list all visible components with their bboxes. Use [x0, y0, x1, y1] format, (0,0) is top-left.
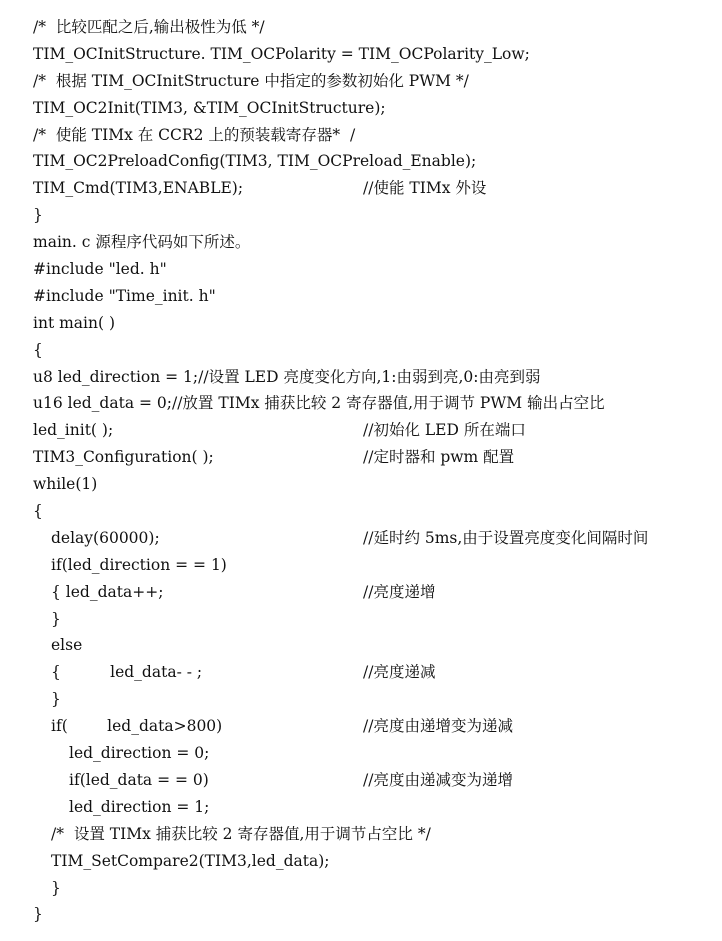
- code-line: [33, 122, 718, 149]
- code-text: /* 比较匹配之后,输出极性为低 */: [33, 18, 265, 36]
- code-text: u8 led_direction = 1;//设置 LED 亮度变化方向,1:由弱到亮,0:由亮到弱: [33, 367, 541, 386]
- code-line: [33, 202, 718, 229]
- code-line: [33, 848, 718, 875]
- code-line: [33, 794, 718, 821]
- code-line: [33, 821, 718, 848]
- code-text: /* 根据 TIM_OCInitStructure 中指定的参数初始化 PWM */: [33, 71, 469, 90]
- code-text: { led_data- - ;: [51, 663, 203, 682]
- code-line: [33, 364, 718, 391]
- code-line: [33, 875, 718, 902]
- code-text: #include "Time_init. h": [33, 286, 216, 305]
- code-text: {: [33, 340, 43, 359]
- code-text: main. c 源程序代码如下所述。: [33, 233, 251, 252]
- code-line: [33, 740, 718, 767]
- code-line: [33, 417, 718, 444]
- code-comment: //亮度由递减变为递增: [363, 770, 513, 789]
- code-line: [33, 659, 718, 686]
- code-line: [33, 686, 718, 713]
- code-line: [33, 41, 718, 68]
- code-text: }: [33, 206, 43, 225]
- code-text: }: [51, 878, 61, 897]
- code-text: {: [33, 502, 43, 521]
- code-line: [33, 95, 718, 122]
- code-text: { led_data++;: [51, 582, 164, 601]
- code-comment: //定时器和 pwm 配置: [363, 448, 515, 467]
- code-line: [33, 471, 718, 498]
- code-comment: //亮度递增: [363, 582, 436, 601]
- code-line: [33, 767, 718, 794]
- code-line: [33, 310, 718, 337]
- code-comment: //使能 TIMx 外设: [363, 179, 487, 198]
- code-text: #include "led. h": [33, 260, 167, 279]
- code-line: [33, 68, 718, 95]
- code-listing: [33, 14, 718, 928]
- code-text: }: [51, 690, 61, 709]
- code-line: [33, 283, 718, 310]
- code-text: u16 led_data = 0;//放置 TIMx 捕获比较 2 寄存器值,用于调节 PWM 输出占空比: [33, 394, 605, 413]
- code-text: TIM_OC2PreloadConfig(TIM3, TIM_OCPreload_Enable);: [33, 152, 477, 171]
- code-line: [33, 175, 718, 202]
- code-text: }: [51, 609, 61, 628]
- code-text: /* 设置 TIMx 捕获比较 2 寄存器值,用于调节占空比 */: [51, 824, 431, 843]
- code-text: else: [51, 636, 83, 655]
- code-text: TIM_SetCompare2(TIM3,led_data);: [51, 851, 330, 870]
- code-comment: //初始化 LED 所在端口: [363, 421, 526, 440]
- code-text: int main( ): [33, 313, 115, 332]
- code-text: /* 使能 TIMx 在 CCR2 上的预装载寄存器* /: [33, 125, 356, 144]
- code-line: [33, 632, 718, 659]
- code-line: [33, 256, 718, 283]
- code-line: [33, 901, 718, 928]
- code-line: [33, 525, 718, 552]
- code-text: while(1): [33, 475, 98, 494]
- code-text: TIM_OC2Init(TIM3, &TIM_OCInitStructure);: [33, 98, 386, 117]
- code-line: [33, 444, 718, 471]
- code-comment: //亮度递减: [363, 663, 436, 682]
- code-line: [33, 148, 718, 175]
- code-text: led_direction = 1;: [69, 797, 210, 816]
- code-line: [33, 579, 718, 606]
- code-line: [33, 498, 718, 525]
- code-line: [33, 390, 718, 417]
- code-line: [33, 229, 718, 256]
- code-comment: //亮度由递增变为递减: [363, 717, 513, 736]
- code-text: TIM3_Configuration( );: [33, 448, 214, 467]
- code-text: TIM_Cmd(TIM3,ENABLE);: [33, 179, 244, 198]
- code-text: led_direction = 0;: [69, 744, 210, 763]
- code-text: led_init( );: [33, 421, 114, 440]
- code-comment: //延时约 5ms,由于设置亮度变化间隔时间: [363, 528, 649, 547]
- code-text: delay(60000);: [51, 528, 160, 547]
- code-text: if(led_direction = = 1): [51, 555, 227, 574]
- code-line: [33, 713, 718, 740]
- code-line: [33, 337, 718, 364]
- code-line: [33, 14, 718, 41]
- code-text: TIM_OCInitStructure. TIM_OCPolarity = TIM_OCPolarity_Low;: [33, 44, 530, 63]
- code-text: }: [33, 905, 43, 924]
- code-line: [33, 606, 718, 633]
- code-line: [33, 552, 718, 579]
- code-text: if(led_data = = 0): [69, 770, 209, 789]
- code-text: if( led_data>800): [51, 717, 223, 736]
